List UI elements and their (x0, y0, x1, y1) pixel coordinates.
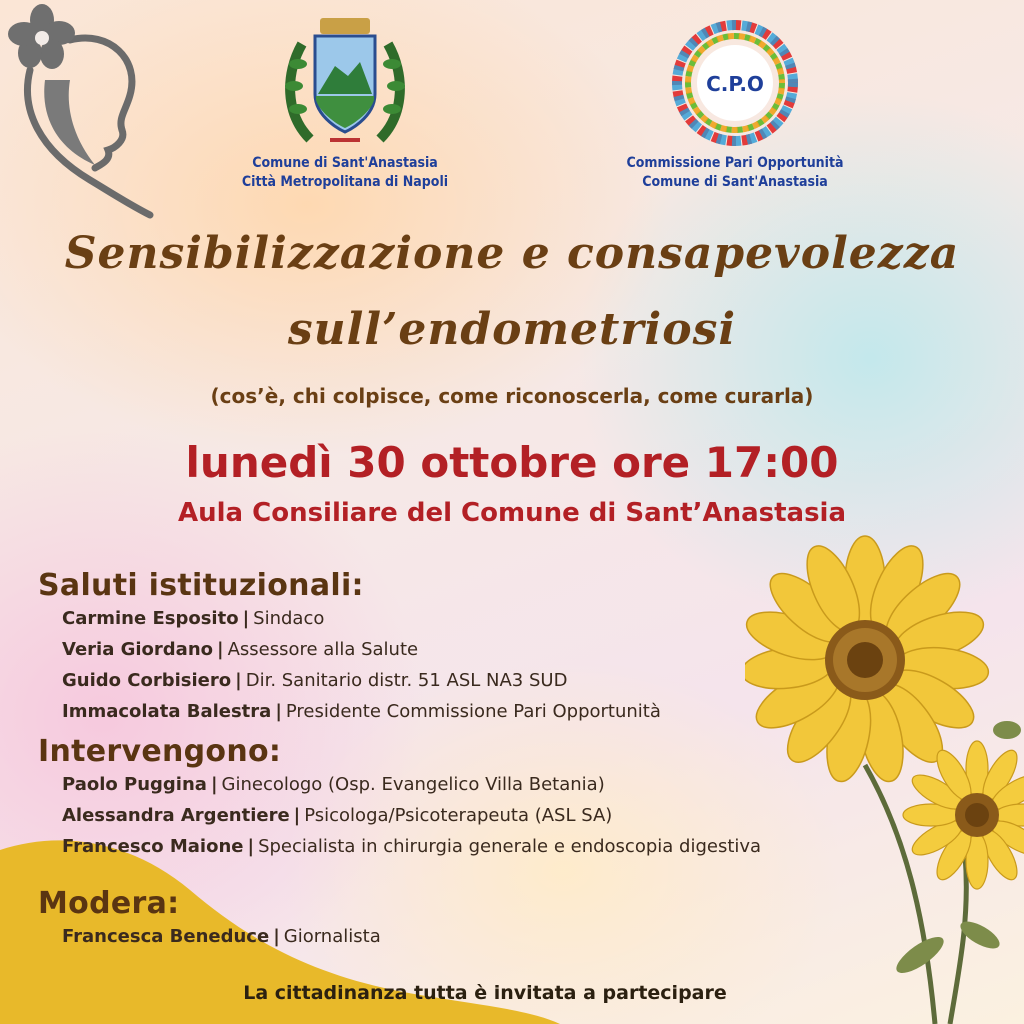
speaker-name: Guido Corbisiero (62, 670, 232, 691)
event-subtitle: (cos’è, chi colpisce, come riconoscerla, come curarla) (210, 384, 814, 408)
sunflower-icon (745, 535, 1024, 1024)
speaker-row (62, 665, 661, 696)
coat-of-arms-icon (280, 14, 410, 154)
separator: | (217, 639, 224, 660)
comune-name: Comune di Sant'Anastasia (252, 155, 438, 171)
people-ring-icon (670, 18, 800, 148)
speaker-name: Paolo Puggina (62, 774, 207, 795)
programme-intervengono (38, 734, 761, 862)
speaker-row (62, 831, 761, 862)
closing-invitation: La cittadinanza tutta è invitata a partecipare (243, 982, 727, 1004)
section-heading-modera: Modera: (38, 886, 180, 921)
event-date: lunedì 30 ottobre ore 17:00 (185, 438, 839, 487)
speaker-name: Francesca Beneduce (62, 926, 270, 947)
speaker-row (62, 800, 761, 831)
event-title-line1: Sensibilizzazione e consapevolezza (64, 228, 960, 279)
speaker-role: Assessore alla Salute (227, 639, 419, 660)
speaker-role: Presidente Commissione Pari Opportunità (285, 701, 661, 722)
programme-modera (38, 886, 381, 952)
separator: | (235, 670, 242, 691)
speaker-role: Psicologa/Psicoterapeuta (ASL SA) (304, 805, 613, 826)
speaker-name: Francesco Maione (62, 836, 244, 857)
speaker-role: Giornalista (283, 926, 381, 947)
speaker-role: Dir. Sanitario distr. 51 ASL NA3 SUD (245, 670, 568, 691)
event-venue: Aula Consiliare del Comune di Sant’Anastasia (177, 498, 847, 528)
speaker-row (62, 696, 661, 727)
section-heading-intervengono: Intervengono: (38, 734, 282, 769)
speaker-name: Veria Giordano (62, 639, 214, 660)
cpo-subtitle: Comune di Sant'Anastasia (642, 174, 828, 190)
speaker-name: Carmine Esposito (62, 608, 239, 629)
separator: | (273, 926, 280, 947)
speaker-row (62, 603, 661, 634)
speaker-row (62, 769, 761, 800)
speaker-row (62, 921, 381, 952)
speaker-role: Ginecologo (Osp. Evangelico Villa Betania) (221, 774, 605, 795)
speaker-name: Immacolata Balestra (62, 701, 272, 722)
separator: | (242, 608, 250, 629)
cpo-badge: C.P.O (706, 72, 764, 96)
event-title-line2: sull’endometriosi (287, 304, 737, 355)
cpo-name: Commissione Pari Opportunità (626, 155, 844, 171)
separator: | (293, 805, 301, 826)
speaker-role: Specialista in chirurgia generale e endoscopia digestiva (258, 836, 762, 857)
section-heading-saluti: Saluti istituzionali: (38, 568, 364, 603)
cpo-logo (615, 18, 855, 192)
woman-profile-icon (0, 0, 160, 220)
comune-subtitle: Città Metropolitana di Napoli (241, 174, 449, 190)
speaker-name: Alessandra Argentiere (62, 805, 290, 826)
separator: | (275, 701, 282, 722)
separator: | (210, 774, 218, 795)
programme-saluti (38, 568, 661, 727)
speaker-role: Sindaco (253, 608, 325, 629)
separator: | (247, 836, 255, 857)
speaker-row (62, 634, 661, 665)
comune-logo (240, 14, 450, 192)
